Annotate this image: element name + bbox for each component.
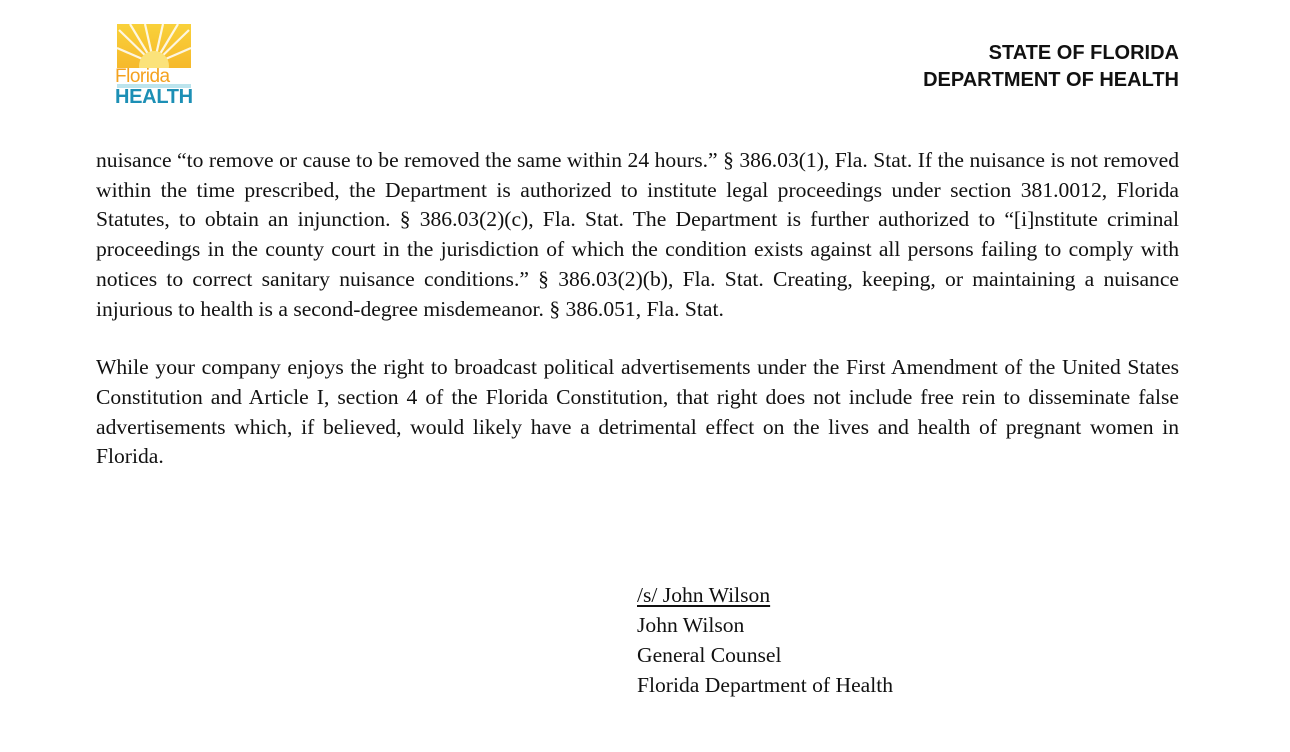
signer-organization: Florida Department of Health	[637, 673, 894, 697]
letter-body	[96, 146, 1179, 472]
paragraph-statutes: nuisance “to remove or cause to be removed the same within 24 hours.” § 386.03(1), Fla. Stat. If the nuisance is not removed within the time prescribed, the Department is authorized to institute legal proceedings under section 381.0012, Florida Statutes, to obtain an injunction. § 386.03(2)(c), Fla. Stat. The Department is further authorized to “[i]nstitute criminal proceedings in the county court in the jurisdiction of which the condition exists against all persons failing to comply with notices to correct sanitary nuisance conditions.” § 386.03(2)(b), Fla. Stat. Creating, keeping, or maintaining a nuisance injurious to health is a second-degree misdemeanor. § 386.051, Fla. Stat.	[96, 148, 1179, 321]
agency-header	[923, 40, 1179, 94]
signer-name: John Wilson	[637, 613, 745, 637]
logo-florida-text: Florida	[115, 66, 170, 87]
logo-health-text: HEALTH	[115, 86, 193, 108]
agency-state: STATE OF FLORIDA	[988, 42, 1179, 64]
signer-title: General Counsel	[637, 643, 782, 667]
signature-block	[637, 580, 893, 700]
electronic-signature: /s/ John Wilson	[637, 583, 771, 607]
agency-department: DEPARTMENT OF HEALTH	[923, 69, 1179, 91]
florida-health-logo	[115, 24, 193, 108]
paragraph-first-amendment: While your company enjoys the right to broadcast political advertisements under the First Amendment of the United States Constitution and Article I, section 4 of the Florida Constitution, that right does not include free rein to disseminate false advertisements which, if believed, would likely have a detrimental effect on the lives and health of pregnant women in Florida.	[96, 355, 1179, 469]
